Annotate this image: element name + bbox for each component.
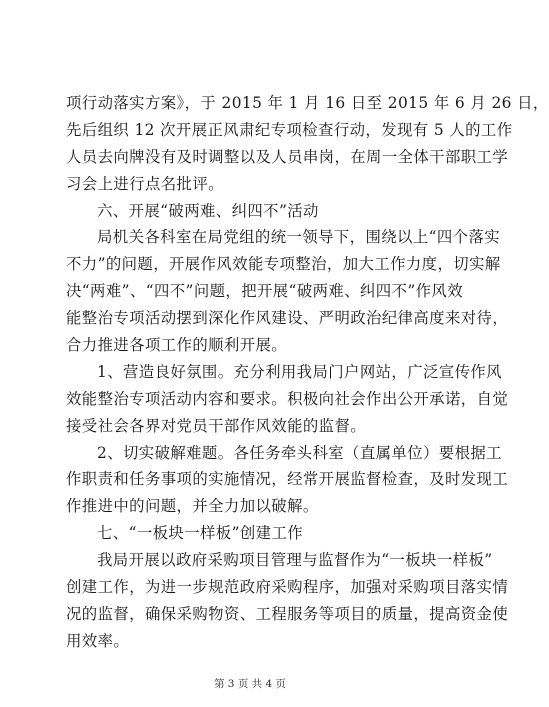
body-line: 作推进中的问题，并全力加以破解。: [66, 497, 319, 516]
body-line: 人员去向牌没有及时调整以及人员串岗，在周一全体干部职工学: [66, 147, 509, 166]
body-line: 习会上进行点名批评。: [66, 174, 224, 193]
body-line: 合力推进各项工作的顺利开展。: [66, 336, 288, 355]
body-line: 局机关各科室在局党组的统一领导下，围绕以上“四个落实: [97, 228, 501, 247]
body-line: 创建工作，为进一步规范政府采购程序，加强对采购项目落实情: [66, 578, 509, 597]
body-line: 决“两难”、“四不”问题，把开展“破两难、纠四不”作风效: [66, 282, 464, 301]
body-line: 不力”的问题，开展作风效能专项整治，加大工作力度，切实解: [66, 255, 501, 274]
body-line: 况的监督，确保采购物资、工程服务等项目的质量，提高资金使: [66, 604, 509, 623]
body-line: 我局开展以政府采购项目管理与监督作为“一板块一样板”: [97, 551, 493, 570]
page-number-footer: 第 3 页 共 4 页: [213, 678, 287, 690]
body-line: 接受社会各界对党员干部作风效能的监督。: [66, 416, 367, 435]
body-line: 2、切实破解难题。各任务牵头科室（直属单位）要根据工: [97, 443, 502, 462]
body-line: 能整治专项活动摆到深化作风建设、严明政治纪律高度来对待，: [66, 309, 509, 328]
document-body: [66, 90, 549, 655]
body-line: 作职责和任务事项的实施情况，经常开展监督检查，及时发现工: [66, 470, 509, 489]
section-heading: 六、开展“破两难、纠四不”活动: [97, 201, 319, 220]
body-line: 1、营造良好氛围。充分利用我局门户网站，广泛宣传作风: [97, 362, 502, 381]
section-heading: 七、“一板块一样板”创建工作: [97, 524, 304, 543]
body-line: 效能整治专项活动内容和要求。积极向社会作出公开承诺，自觉: [66, 389, 509, 408]
body-line: 先后组织 12 次开展正风肃纪专项检查行动，发现有 5 人的工作: [66, 120, 513, 139]
body-line: 用效率。: [66, 631, 130, 650]
body-line: 项行动落实方案》，于 2015 年 1 月 16 日至 2015 年 6 月 26 日，: [66, 94, 549, 112]
